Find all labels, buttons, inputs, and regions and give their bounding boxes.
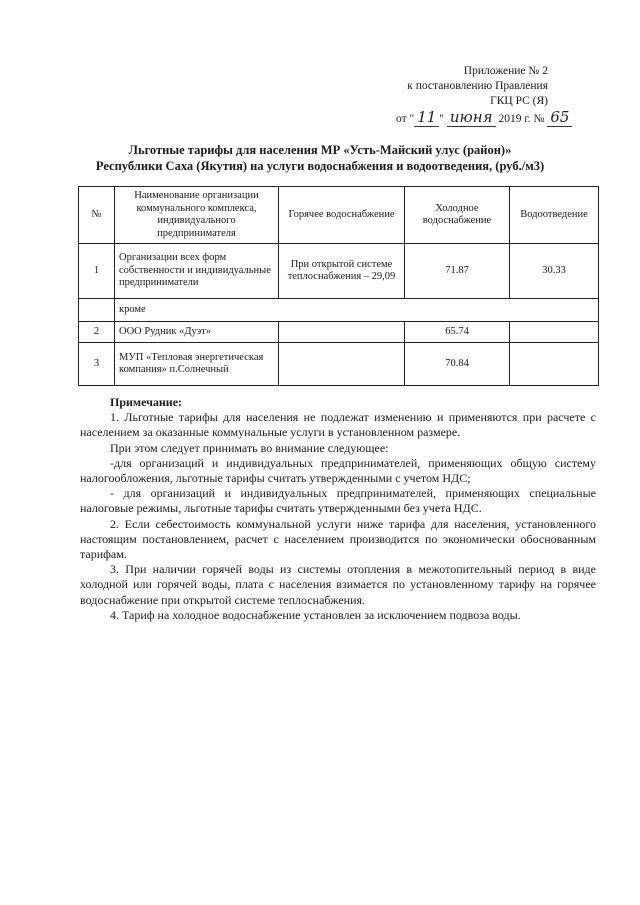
tariff-table xyxy=(78,186,599,386)
row-num: 3 xyxy=(79,343,115,386)
row-drainage xyxy=(510,322,599,343)
note-paragraph-2: При этом следует принимать во внимание следующее: xyxy=(110,440,389,455)
notes-heading: Примечание: xyxy=(110,395,183,409)
header-org: Наименование организации коммунального комплекса, индивидуального предпринимателя xyxy=(115,187,279,244)
note-paragraph-6: 3. При наличии горячей воды из системы отопления в межотопительный период в виде холодной или горячей воды, плата с населения взимается по установленному тарифу на горячее водоснабжение при открытой системе теплоснабжения. xyxy=(80,562,596,607)
row-drainage: 30.33 xyxy=(510,244,599,299)
row-org: МУП «Тепловая энергетическая компания» п.Солнечный xyxy=(115,343,279,386)
table-row-except xyxy=(79,299,599,322)
notes-section xyxy=(80,395,596,623)
row-hot-water xyxy=(279,322,405,343)
header-num: № xyxy=(79,187,115,244)
note-paragraph-5: 2. Если себестоимость коммунальной услуги ниже тарифа для населения, установленного настоящим постановлением, расчет с населением производится по экономически обоснованным тарифам. xyxy=(80,516,596,562)
row-num: 2 xyxy=(79,322,115,343)
table-row xyxy=(79,244,599,299)
note-paragraph-1: 1. Льготные тарифы для населения не подлежат изменению и применяются при расчете с населением за оказанные коммунальные услуги в установленном размере. xyxy=(80,410,596,440)
row-cold-water: 71.87 xyxy=(405,244,510,299)
header-cold-water: Холодное водоснабжение xyxy=(405,187,510,244)
table-header-row xyxy=(79,187,599,244)
row-hot-water xyxy=(279,343,405,386)
date-prefix: от " xyxy=(396,113,415,125)
title-line-1: Льготные тарифы для населения МР «Усть-Майский улус (район)» xyxy=(128,143,512,157)
note-paragraph-7: 4. Тариф на холодное водоснабжение установлен за исключением подвоза воды. xyxy=(110,607,521,622)
header-drainage: Водоотведение xyxy=(510,187,599,244)
row-org: ООО Рудник «Дуэт» xyxy=(115,322,279,343)
handwritten-day: 11 xyxy=(414,108,439,127)
row-hot-water: При открытой системе теплоснабжения – 29,09 xyxy=(279,244,405,299)
decree-date-number xyxy=(396,108,572,126)
table-row xyxy=(79,322,599,343)
row-org: Организации всех форм собственности и индивидуальные предприниматели xyxy=(115,244,279,299)
appendix-label: Приложение № 2 xyxy=(463,65,548,77)
year-text: 2019 г. № xyxy=(498,113,545,125)
except-label: кроме xyxy=(115,299,599,322)
handwritten-month: июня xyxy=(447,108,496,127)
row-cold-water: 65.74 xyxy=(405,322,510,343)
document-header xyxy=(407,64,548,109)
note-paragraph-3: -для организаций и индивидуальных предпринимателей, применяющих общую систему налогообложения, льготные тарифы считать утвержденными с учетом НДС; xyxy=(80,455,596,486)
row-num: 1 xyxy=(79,244,115,299)
decree-reference: к постановлению Правления xyxy=(407,80,548,92)
row-num-empty xyxy=(79,299,115,322)
handwritten-number: 65 xyxy=(547,108,572,127)
header-hot-water: Горячее водоснабжение xyxy=(279,187,405,244)
title-line-2: Республики Саха (Якутия) на услуги водоснабжения и водоотведения, (руб./м3) xyxy=(95,159,545,173)
date-quote: " xyxy=(439,113,444,125)
note-paragraph-4: - для организаций и индивидуальных предпринимателей, применяющих специальные налоговые режимы, льготные тарифы считать утвержденными без учета НДС. xyxy=(80,486,596,516)
document-title xyxy=(60,142,580,174)
table-row xyxy=(79,343,599,386)
row-drainage xyxy=(510,343,599,386)
row-cold-water: 70.84 xyxy=(405,343,510,386)
issuing-organization: ГКЦ РС (Я) xyxy=(490,95,548,107)
